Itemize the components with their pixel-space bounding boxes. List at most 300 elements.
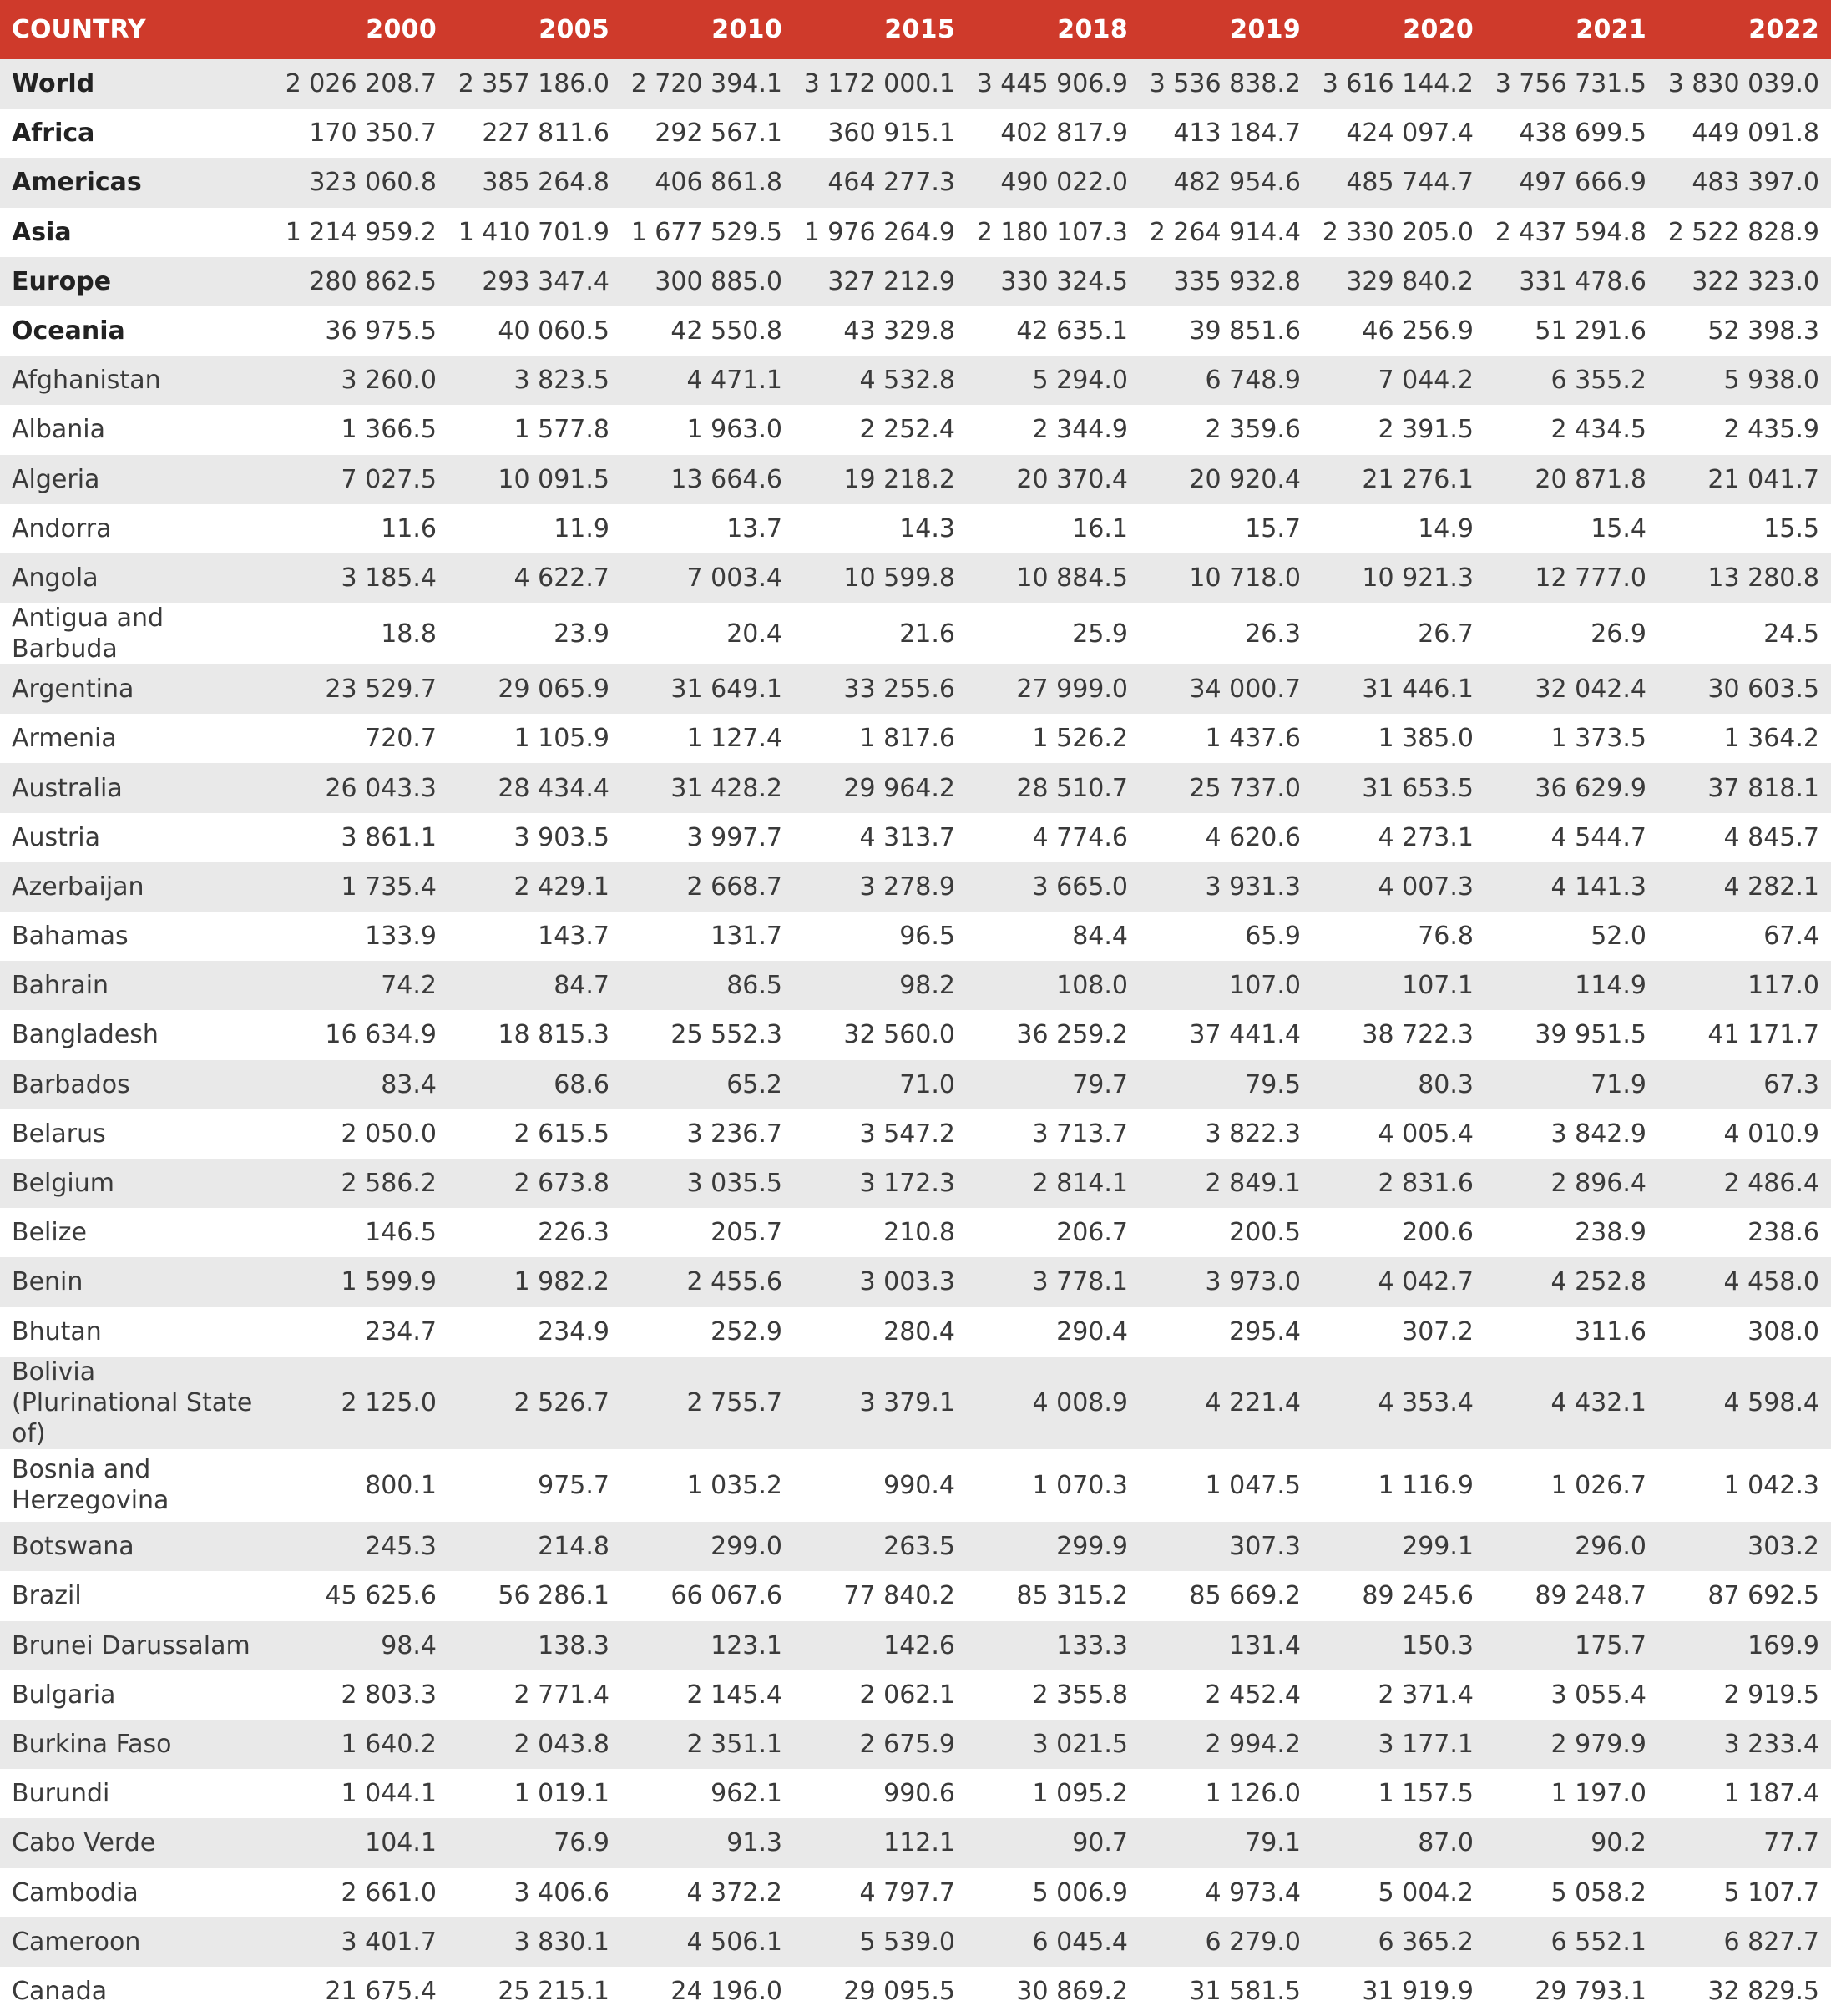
column-header-year: 2015 xyxy=(884,15,955,44)
value-cell: 311.6 xyxy=(1575,1316,1646,1347)
value-cell: 175.7 xyxy=(1575,1630,1646,1660)
table-row xyxy=(0,1522,1831,1571)
value-cell: 26.9 xyxy=(1591,619,1646,649)
value-cell: 3 236.7 xyxy=(686,1119,782,1149)
value-cell: 1 042.3 xyxy=(1723,1470,1819,1500)
value-cell: 23.9 xyxy=(554,619,609,649)
value-cell: 238.9 xyxy=(1575,1218,1646,1248)
table-row xyxy=(0,405,1831,454)
value-cell: 3 172 000.1 xyxy=(803,69,955,99)
value-cell: 31 581.5 xyxy=(1189,1976,1301,2006)
value-cell: 29 793.1 xyxy=(1535,1976,1646,2006)
value-cell: 490 022.0 xyxy=(1000,168,1128,198)
value-cell: 3 842.9 xyxy=(1550,1119,1646,1149)
value-cell: 402 817.9 xyxy=(1000,119,1128,149)
value-cell: 90.2 xyxy=(1591,1828,1646,1858)
value-cell: 238.6 xyxy=(1748,1218,1819,1248)
value-cell: 21 041.7 xyxy=(1707,464,1819,494)
value-cell: 7 003.4 xyxy=(686,563,782,593)
value-cell: 16.1 xyxy=(1072,513,1128,543)
value-cell: 323 060.8 xyxy=(309,168,437,198)
value-cell: 34 000.7 xyxy=(1189,675,1301,705)
value-cell: 1 187.4 xyxy=(1723,1779,1819,1809)
value-cell: 3 055.4 xyxy=(1550,1680,1646,1710)
value-cell: 2 994.2 xyxy=(1205,1730,1301,1760)
value-cell: 4 282.1 xyxy=(1723,872,1819,902)
value-cell: 1 410 701.9 xyxy=(458,217,609,247)
value-cell: 1 735.4 xyxy=(341,872,437,902)
value-cell: 45 625.6 xyxy=(325,1581,437,1611)
value-cell: 1 044.1 xyxy=(341,1779,437,1809)
table-row xyxy=(0,1357,1831,1449)
value-cell: 482 954.6 xyxy=(1173,168,1301,198)
value-cell: 406 861.8 xyxy=(655,168,782,198)
value-cell: 18.8 xyxy=(381,619,437,649)
value-cell: 28 510.7 xyxy=(1016,773,1128,803)
value-cell: 4 432.1 xyxy=(1550,1387,1646,1417)
value-cell: 1 364.2 xyxy=(1723,724,1819,754)
value-cell: 2 675.9 xyxy=(859,1730,955,1760)
country-cell: Botswana xyxy=(12,1532,134,1562)
country-cell: Burkina Faso xyxy=(12,1730,172,1760)
value-cell: 89 248.7 xyxy=(1535,1581,1646,1611)
value-cell: 3 997.7 xyxy=(686,822,782,852)
value-cell: 2 849.1 xyxy=(1205,1169,1301,1199)
value-cell: 2 355.8 xyxy=(1032,1680,1128,1710)
table-row xyxy=(0,1917,1831,1967)
value-cell: 280.4 xyxy=(883,1316,955,1347)
value-cell: 5 107.7 xyxy=(1723,1877,1819,1907)
value-cell: 1 197.0 xyxy=(1550,1779,1646,1809)
table-row xyxy=(0,862,1831,912)
value-cell: 1 035.2 xyxy=(686,1470,782,1500)
value-cell: 2 391.5 xyxy=(1378,415,1474,445)
value-cell: 329 840.2 xyxy=(1346,266,1474,296)
value-cell: 206.7 xyxy=(1056,1218,1128,1248)
value-cell: 4 506.1 xyxy=(686,1927,782,1957)
value-cell: 2 979.9 xyxy=(1550,1730,1646,1760)
value-cell: 2 062.1 xyxy=(859,1680,955,1710)
country-cell: Austria xyxy=(12,822,100,852)
value-cell: 308.0 xyxy=(1748,1316,1819,1347)
value-cell: 2 344.9 xyxy=(1032,415,1128,445)
value-cell: 29 065.9 xyxy=(498,675,609,705)
value-cell: 4 471.1 xyxy=(686,366,782,396)
value-cell: 5 006.9 xyxy=(1032,1877,1128,1907)
country-cell: Azerbaijan xyxy=(12,872,144,902)
table-row xyxy=(0,1670,1831,1720)
value-cell: 14.9 xyxy=(1418,513,1474,543)
value-cell: 4 845.7 xyxy=(1723,822,1819,852)
value-cell: 2 455.6 xyxy=(686,1267,782,1297)
value-cell: 1 126.0 xyxy=(1205,1779,1301,1809)
table-row xyxy=(0,763,1831,812)
value-cell: 226.3 xyxy=(538,1218,609,1248)
value-cell: 1 019.1 xyxy=(513,1779,609,1809)
value-cell: 2 771.4 xyxy=(513,1680,609,1710)
value-cell: 413 184.7 xyxy=(1173,119,1301,149)
value-cell: 3 185.4 xyxy=(341,563,437,593)
value-cell: 14.3 xyxy=(899,513,955,543)
value-cell: 6 365.2 xyxy=(1378,1927,1474,1957)
value-cell: 79.1 xyxy=(1245,1828,1301,1858)
country-cell: Cameroon xyxy=(12,1927,141,1957)
value-cell: 3 903.5 xyxy=(513,822,609,852)
table-row xyxy=(0,1449,1831,1523)
table-row xyxy=(0,1060,1831,1109)
value-cell: 13.7 xyxy=(726,513,782,543)
value-cell: 36 259.2 xyxy=(1016,1020,1128,1050)
table-row xyxy=(0,1621,1831,1670)
value-cell: 19 218.2 xyxy=(843,464,955,494)
value-cell: 98.2 xyxy=(899,971,955,1001)
value-cell: 2 351.1 xyxy=(686,1730,782,1760)
value-cell: 2 429.1 xyxy=(513,872,609,902)
table-row xyxy=(0,664,1831,714)
country-cell: Belarus xyxy=(12,1119,106,1149)
value-cell: 2 371.4 xyxy=(1378,1680,1474,1710)
value-cell: 146.5 xyxy=(365,1218,437,1248)
value-cell: 3 172.3 xyxy=(859,1169,955,1199)
value-cell: 5 058.2 xyxy=(1550,1877,1646,1907)
value-cell: 77.7 xyxy=(1763,1828,1819,1858)
value-cell: 307.2 xyxy=(1402,1316,1474,1347)
country-cell: Argentina xyxy=(12,675,134,705)
value-cell: 1 963.0 xyxy=(686,415,782,445)
value-cell: 66 067.6 xyxy=(670,1581,782,1611)
value-cell: 1 095.2 xyxy=(1032,1779,1128,1809)
value-cell: 2 180 107.3 xyxy=(976,217,1128,247)
value-cell: 11.6 xyxy=(381,513,437,543)
value-cell: 29 095.5 xyxy=(843,1976,955,2006)
header-row xyxy=(0,0,1831,59)
value-cell: 3 445 906.9 xyxy=(976,69,1128,99)
value-cell: 4 458.0 xyxy=(1723,1267,1819,1297)
country-cell: Burundi xyxy=(12,1779,110,1809)
value-cell: 67.4 xyxy=(1763,922,1819,952)
value-cell: 25 552.3 xyxy=(670,1020,782,1050)
value-cell: 4 010.9 xyxy=(1723,1119,1819,1149)
country-cell: Belgium xyxy=(12,1169,114,1199)
value-cell: 263.5 xyxy=(883,1532,955,1562)
value-cell: 31 919.9 xyxy=(1362,1976,1474,2006)
country-cell: Americas xyxy=(12,168,142,198)
value-cell: 483 397.0 xyxy=(1692,168,1819,198)
value-cell: 40 060.5 xyxy=(498,316,609,346)
value-cell: 1 366.5 xyxy=(341,415,437,445)
value-cell: 3 665.0 xyxy=(1032,872,1128,902)
value-cell: 123.1 xyxy=(711,1630,782,1660)
value-cell: 485 744.7 xyxy=(1346,168,1474,198)
value-cell: 6 355.2 xyxy=(1550,366,1646,396)
value-cell: 25 215.1 xyxy=(498,1976,609,2006)
country-cell: Cabo Verde xyxy=(12,1828,156,1858)
value-cell: 2 252.4 xyxy=(859,415,955,445)
value-cell: 170 350.7 xyxy=(309,119,437,149)
value-cell: 31 649.1 xyxy=(670,675,782,705)
value-cell: 335 932.8 xyxy=(1173,266,1301,296)
value-cell: 2 050.0 xyxy=(341,1119,437,1149)
value-cell: 962.1 xyxy=(711,1779,782,1809)
value-cell: 3 823.5 xyxy=(513,366,609,396)
value-cell: 13 280.8 xyxy=(1707,563,1819,593)
country-cell: Australia xyxy=(12,773,123,803)
table-row xyxy=(0,1159,1831,1208)
country-cell: Angola xyxy=(12,563,99,593)
value-cell: 280 862.5 xyxy=(309,266,437,296)
value-cell: 28 434.4 xyxy=(498,773,609,803)
value-cell: 10 921.3 xyxy=(1362,563,1474,593)
value-cell: 36 975.5 xyxy=(325,316,437,346)
value-cell: 307.3 xyxy=(1229,1532,1301,1562)
value-cell: 1 976 264.9 xyxy=(803,217,955,247)
value-cell: 3 021.5 xyxy=(1032,1730,1128,1760)
value-cell: 4 042.7 xyxy=(1378,1267,1474,1297)
country-cell: Afghanistan xyxy=(12,366,161,396)
country-cell: Europe xyxy=(12,266,112,296)
table-row xyxy=(0,912,1831,961)
value-cell: 2 526.7 xyxy=(513,1387,609,1417)
value-cell: 138.3 xyxy=(538,1630,609,1660)
value-cell: 1 157.5 xyxy=(1378,1779,1474,1809)
country-cell: Bahrain xyxy=(12,971,109,1001)
value-cell: 20 871.8 xyxy=(1535,464,1646,494)
value-cell: 20.4 xyxy=(726,619,782,649)
country-cell: Brunei Darussalam xyxy=(12,1630,250,1660)
value-cell: 2 615.5 xyxy=(513,1119,609,1149)
country-cell: Bulgaria xyxy=(12,1680,116,1710)
value-cell: 975.7 xyxy=(538,1470,609,1500)
value-cell: 3 547.2 xyxy=(859,1119,955,1149)
value-cell: 142.6 xyxy=(883,1630,955,1660)
country-cell: Algeria xyxy=(12,464,100,494)
country-cell: Africa xyxy=(12,119,95,149)
table-row xyxy=(0,1769,1831,1818)
value-cell: 4 273.1 xyxy=(1378,822,1474,852)
table-row xyxy=(0,1818,1831,1867)
value-cell: 18 815.3 xyxy=(498,1020,609,1050)
value-cell: 114.9 xyxy=(1575,971,1646,1001)
value-cell: 104.1 xyxy=(365,1828,437,1858)
value-cell: 2 043.8 xyxy=(513,1730,609,1760)
value-cell: 290.4 xyxy=(1056,1316,1128,1347)
table-row xyxy=(0,1109,1831,1159)
value-cell: 77 840.2 xyxy=(843,1581,955,1611)
value-cell: 2 831.6 xyxy=(1378,1169,1474,1199)
value-cell: 2 026 208.7 xyxy=(285,69,437,99)
value-cell: 6 279.0 xyxy=(1205,1927,1301,1957)
value-cell: 41 171.7 xyxy=(1707,1020,1819,1050)
value-cell: 3 379.1 xyxy=(859,1387,955,1417)
value-cell: 43 329.8 xyxy=(843,316,955,346)
value-cell: 2 668.7 xyxy=(686,872,782,902)
value-cell: 51 291.6 xyxy=(1535,316,1646,346)
value-cell: 6 552.1 xyxy=(1550,1927,1646,1957)
value-cell: 32 042.4 xyxy=(1535,675,1646,705)
value-cell: 1 373.5 xyxy=(1550,724,1646,754)
value-cell: 26.3 xyxy=(1245,619,1301,649)
value-cell: 37 818.1 xyxy=(1707,773,1819,803)
value-cell: 68.6 xyxy=(554,1069,609,1099)
value-cell: 330 324.5 xyxy=(1000,266,1128,296)
value-cell: 245.3 xyxy=(365,1532,437,1562)
value-cell: 26 043.3 xyxy=(325,773,437,803)
value-cell: 292 567.1 xyxy=(655,119,782,149)
value-cell: 10 091.5 xyxy=(498,464,609,494)
country-cell: Brazil xyxy=(12,1581,82,1611)
country-cell: Bosnia and Herzegovina xyxy=(12,1455,169,1516)
value-cell: 46 256.9 xyxy=(1362,316,1474,346)
value-cell: 133.3 xyxy=(1056,1630,1128,1660)
value-cell: 2 803.3 xyxy=(341,1680,437,1710)
value-cell: 36 629.9 xyxy=(1535,773,1646,803)
table-row xyxy=(0,1208,1831,1257)
value-cell: 7 027.5 xyxy=(341,464,437,494)
value-cell: 65.2 xyxy=(726,1069,782,1099)
value-cell: 107.1 xyxy=(1402,971,1474,1001)
value-cell: 4 598.4 xyxy=(1723,1387,1819,1417)
value-cell: 13 664.6 xyxy=(670,464,782,494)
value-cell: 5 294.0 xyxy=(1032,366,1128,396)
column-header-year: 2022 xyxy=(1748,15,1819,44)
column-header-year: 2000 xyxy=(366,15,437,44)
column-header-year: 2020 xyxy=(1403,15,1474,44)
value-cell: 360 915.1 xyxy=(827,119,955,149)
value-cell: 2 435.9 xyxy=(1723,415,1819,445)
value-cell: 33 255.6 xyxy=(843,675,955,705)
table-row xyxy=(0,1967,1831,2016)
value-cell: 31 446.1 xyxy=(1362,675,1474,705)
country-cell: Andorra xyxy=(12,513,112,543)
column-header-country: COUNTRY xyxy=(12,15,146,44)
table-row xyxy=(0,603,1831,664)
value-cell: 2 814.1 xyxy=(1032,1169,1128,1199)
value-cell: 214.8 xyxy=(538,1532,609,1562)
value-cell: 1 105.9 xyxy=(513,724,609,754)
value-cell: 4 620.6 xyxy=(1205,822,1301,852)
table-row xyxy=(0,158,1831,207)
value-cell: 234.7 xyxy=(365,1316,437,1347)
value-cell: 1 070.3 xyxy=(1032,1470,1128,1500)
value-cell: 1 817.6 xyxy=(859,724,955,754)
country-cell: Canada xyxy=(12,1976,108,2006)
value-cell: 2 264 914.4 xyxy=(1149,217,1301,247)
value-cell: 1 214 959.2 xyxy=(285,217,437,247)
country-cell: Cambodia xyxy=(12,1877,139,1907)
value-cell: 96.5 xyxy=(899,922,955,952)
value-cell: 3 035.5 xyxy=(686,1169,782,1199)
value-cell: 52.0 xyxy=(1591,922,1646,952)
value-cell: 42 550.8 xyxy=(670,316,782,346)
value-cell: 2 437 594.8 xyxy=(1495,217,1646,247)
table-row xyxy=(0,1257,1831,1306)
value-cell: 5 938.0 xyxy=(1723,366,1819,396)
value-cell: 30 603.5 xyxy=(1707,675,1819,705)
value-cell: 10 884.5 xyxy=(1016,563,1128,593)
value-cell: 71.0 xyxy=(899,1069,955,1099)
value-cell: 449 091.8 xyxy=(1692,119,1819,149)
value-cell: 3 861.1 xyxy=(341,822,437,852)
value-cell: 252.9 xyxy=(711,1316,782,1347)
value-cell: 2 720 394.1 xyxy=(630,69,782,99)
value-cell: 4 544.7 xyxy=(1550,822,1646,852)
value-cell: 2 661.0 xyxy=(341,1877,437,1907)
value-cell: 2 357 186.0 xyxy=(458,69,609,99)
column-header-year: 2018 xyxy=(1057,15,1128,44)
value-cell: 299.0 xyxy=(711,1532,782,1562)
value-cell: 4 252.8 xyxy=(1550,1267,1646,1297)
country-cell: Bhutan xyxy=(12,1316,102,1347)
value-cell: 76.8 xyxy=(1418,922,1474,952)
table-row xyxy=(0,1720,1831,1769)
value-cell: 25.9 xyxy=(1072,619,1128,649)
value-cell: 7 044.2 xyxy=(1378,366,1474,396)
value-cell: 117.0 xyxy=(1748,971,1819,1001)
country-cell: World xyxy=(12,69,95,99)
table-row xyxy=(0,356,1831,405)
country-cell: Belize xyxy=(12,1218,87,1248)
value-cell: 25 737.0 xyxy=(1189,773,1301,803)
value-cell: 20 920.4 xyxy=(1189,464,1301,494)
column-header-year: 2010 xyxy=(711,15,782,44)
value-cell: 3 822.3 xyxy=(1205,1119,1301,1149)
country-cell: Antigua and Barbuda xyxy=(12,604,164,664)
value-cell: 108.0 xyxy=(1056,971,1128,1001)
table-row xyxy=(0,59,1831,109)
country-cell: Bangladesh xyxy=(12,1020,159,1050)
value-cell: 1 047.5 xyxy=(1205,1470,1301,1500)
country-cell: Bahamas xyxy=(12,922,129,952)
value-cell: 2 452.4 xyxy=(1205,1680,1301,1710)
value-cell: 6 045.4 xyxy=(1032,1927,1128,1957)
value-cell: 327 212.9 xyxy=(827,266,955,296)
value-cell: 296.0 xyxy=(1575,1532,1646,1562)
table-row xyxy=(0,813,1831,862)
table-row xyxy=(0,257,1831,306)
table-row xyxy=(0,306,1831,356)
value-cell: 79.5 xyxy=(1245,1069,1301,1099)
value-cell: 42 635.1 xyxy=(1016,316,1128,346)
value-cell: 3 233.4 xyxy=(1723,1730,1819,1760)
value-cell: 293 347.4 xyxy=(482,266,609,296)
value-cell: 107.0 xyxy=(1229,971,1301,1001)
value-cell: 112.1 xyxy=(883,1828,955,1858)
value-cell: 31 653.5 xyxy=(1362,773,1474,803)
table-row xyxy=(0,1010,1831,1059)
value-cell: 37 441.4 xyxy=(1189,1020,1301,1050)
value-cell: 10 599.8 xyxy=(843,563,955,593)
value-cell: 39 951.5 xyxy=(1535,1020,1646,1050)
value-cell: 31 428.2 xyxy=(670,773,782,803)
value-cell: 4 797.7 xyxy=(859,1877,955,1907)
value-cell: 3 616 144.2 xyxy=(1322,69,1474,99)
value-cell: 4 973.4 xyxy=(1205,1877,1301,1907)
value-cell: 56 286.1 xyxy=(498,1581,609,1611)
country-cell: Bolivia (Plurinational State of) xyxy=(12,1357,253,1448)
value-cell: 2 125.0 xyxy=(341,1387,437,1417)
value-cell: 299.9 xyxy=(1056,1532,1128,1562)
value-cell: 30 869.2 xyxy=(1016,1976,1128,2006)
value-cell: 24 196.0 xyxy=(670,1976,782,2006)
value-cell: 74.2 xyxy=(381,971,437,1001)
value-cell: 2 586.2 xyxy=(341,1169,437,1199)
value-cell: 3 713.7 xyxy=(1032,1119,1128,1149)
value-cell: 16 634.9 xyxy=(325,1020,437,1050)
column-header-year: 2021 xyxy=(1576,15,1646,44)
value-cell: 299.1 xyxy=(1402,1532,1474,1562)
table-row xyxy=(0,109,1831,158)
value-cell: 3 830 039.0 xyxy=(1667,69,1819,99)
